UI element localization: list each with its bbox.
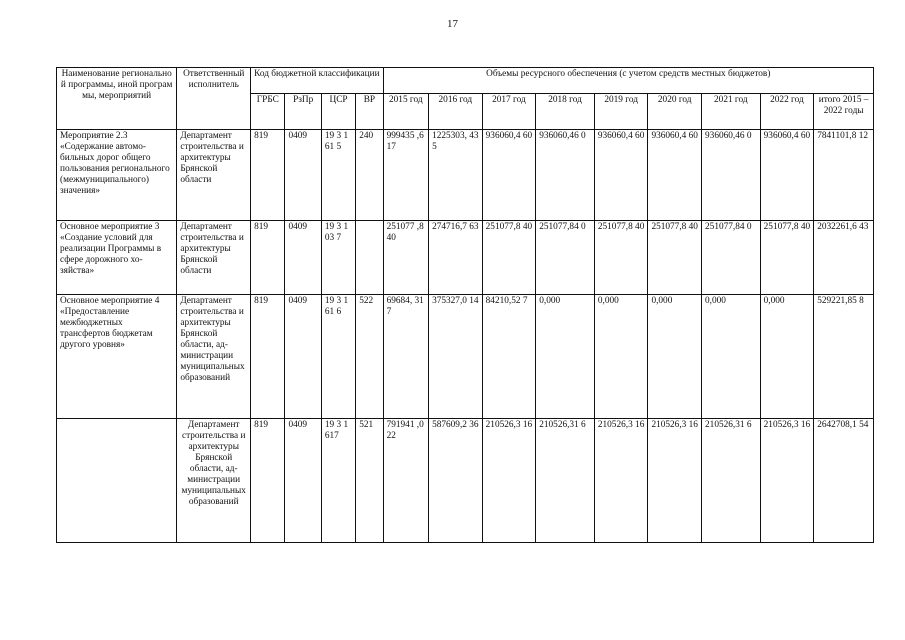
table-row	[57, 221, 874, 295]
page-number: 17	[447, 18, 458, 30]
row-name: Основное мероприятие 3 «Создание условий для реализации Программы в сфере дорожного хозяйства»	[57, 221, 177, 295]
row-2022: 0,000	[760, 295, 814, 419]
row-2015: 251077 ,840	[383, 221, 428, 295]
row-rzpr: 0409	[285, 221, 321, 295]
row-grbs: 819	[251, 295, 285, 419]
row-rzpr: 0409	[285, 419, 321, 543]
row-2016: 375327,0 14	[429, 295, 483, 419]
row-2015: 69684, 317	[383, 295, 428, 419]
row-total: 7841101,8 12	[814, 130, 874, 221]
row-vr: 240	[356, 130, 383, 221]
row-csr: 19 3 161 6	[321, 295, 355, 419]
header-executor: Ответственный исполнитель	[177, 68, 251, 130]
row-name: Мероприятие 2.3 «Содержание автомобильных дорог общего пользования регионального (межмуниципального) значения»	[57, 130, 177, 221]
row-vr	[356, 221, 383, 295]
row-vr: 521	[356, 419, 383, 543]
row-2015: 791941 ,022	[383, 419, 428, 543]
header-2020: 2020 год	[648, 94, 702, 130]
row-vr: 522	[356, 295, 383, 419]
row-2020: 251077,8 40	[648, 221, 702, 295]
table-row	[57, 419, 874, 543]
row-2021: 251077,84 0	[702, 221, 761, 295]
row-2016: 274716,7 63	[429, 221, 483, 295]
header-2018: 2018 год	[536, 94, 595, 130]
row-2018: 251077,84 0	[536, 221, 595, 295]
header-name: Наименование региональной программы, иной программы, мероприятий	[57, 68, 177, 130]
row-grbs: 819	[251, 419, 285, 543]
header-volumes-group: Объемы ресурсного обеспечения (с учетом средств местных бюджетов)	[383, 68, 873, 94]
row-2018: 210526,31 6	[536, 419, 595, 543]
row-2017: 210526,3 16	[482, 419, 536, 543]
row-2016: 587609,2 36	[429, 419, 483, 543]
row-2019: 210526,3 16	[594, 419, 648, 543]
header-code-group: Код бюджетной классификации	[251, 68, 383, 94]
row-executor: Департамент строительства и архитектуры Брянской области	[177, 130, 251, 221]
row-2019: 251077,8 40	[594, 221, 648, 295]
row-2018: 936060,46 0	[536, 130, 595, 221]
row-csr: 19 3 1617	[321, 419, 355, 543]
row-rzpr: 0409	[285, 295, 321, 419]
header-total: итого 2015 – 2022 годы	[814, 94, 874, 130]
row-2021: 0,000	[702, 295, 761, 419]
row-rzpr: 0409	[285, 130, 321, 221]
row-2017: 936060,4 60	[482, 130, 536, 221]
row-2021: 936060,46 0	[702, 130, 761, 221]
row-2018: 0,000	[536, 295, 595, 419]
row-2017: 251077,8 40	[482, 221, 536, 295]
header-rzpr: РзПр	[285, 94, 321, 130]
row-executor: Департамент строительства и архитектуры Брянской области, администрации муниципальных образований	[177, 295, 251, 419]
row-2021: 210526,31 6	[702, 419, 761, 543]
row-2020: 936060,4 60	[648, 130, 702, 221]
row-grbs: 819	[251, 130, 285, 221]
row-grbs: 819	[251, 221, 285, 295]
header-2022: 2022 год	[760, 94, 814, 130]
header-csr: ЦСР	[321, 94, 355, 130]
row-2022: 251077,8 40	[760, 221, 814, 295]
row-2022: 210526,3 16	[760, 419, 814, 543]
row-2019: 936060,4 60	[594, 130, 648, 221]
row-2015: 999435 ,617	[383, 130, 428, 221]
header-grbs: ГРБС	[251, 94, 285, 130]
resource-table	[56, 67, 874, 543]
row-2020: 0,000	[648, 295, 702, 419]
row-executor: Департамент строительства и архитектуры Брянской области, администрации муниципальных образований	[177, 419, 251, 543]
row-2016: 1225303, 435	[429, 130, 483, 221]
row-2022: 936060,4 60	[760, 130, 814, 221]
header-2017: 2017 год	[482, 94, 536, 130]
row-total: 2642708,1 54	[814, 419, 874, 543]
row-total: 529221,85 8	[814, 295, 874, 419]
row-2020: 210526,3 16	[648, 419, 702, 543]
row-2017: 84210,52 7	[482, 295, 536, 419]
row-total: 2032261,6 43	[814, 221, 874, 295]
header-2016: 2016 год	[429, 94, 483, 130]
row-csr: 19 3 161 5	[321, 130, 355, 221]
row-csr: 19 3 103 7	[321, 221, 355, 295]
row-executor: Департамент строительства и архитектуры Брянской области	[177, 221, 251, 295]
row-name: Основное мероприятие 4 «Предоставление межбюджетных трансфертов бюджетам другого уровня»	[57, 295, 177, 419]
row-name	[57, 419, 177, 543]
table-row	[57, 295, 874, 419]
row-2019: 0,000	[594, 295, 648, 419]
header-vr: ВР	[356, 94, 383, 130]
header-2015: 2015 год	[383, 94, 428, 130]
header-2019: 2019 год	[594, 94, 648, 130]
table-row	[57, 130, 874, 221]
header-2021: 2021 год	[702, 94, 761, 130]
